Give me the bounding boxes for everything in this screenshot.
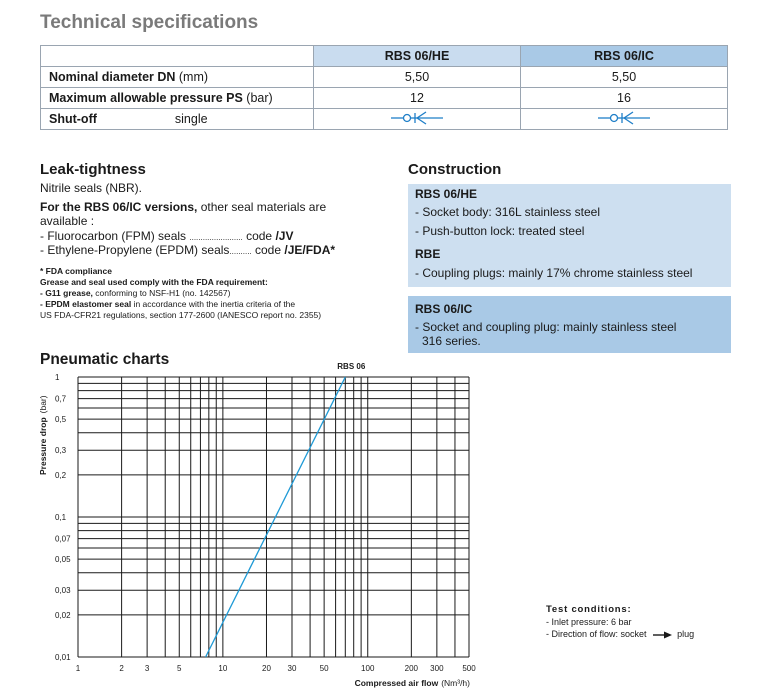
fda-line2-bold: - G11 grease, [40,288,93,298]
y-tick-label: 0,05 [55,555,71,565]
test-line2 [546,628,694,640]
spec-label-unit: (mm) [175,70,209,84]
y-axis-label [38,395,48,475]
x-tick-label: 5 [177,664,182,673]
leak-heading: Leak-tightness [40,161,146,178]
leak-line2-rest: other seal materials are [197,200,327,214]
fda-title: * FDA compliance [40,266,112,276]
box-item: - Socket body: 316L stainless steel [415,205,600,219]
spec-label-unit: (bar) [242,91,273,105]
y-tick-label: 1 [55,373,60,382]
y-tick-label: 0,03 [55,586,71,596]
x-tick-label: 100 [361,664,375,673]
box-item-cont: 316 series. [422,334,481,348]
x-tick-label: 10 [218,664,228,673]
fpm-label: - Fluorocarbon (FPM) seals [40,229,187,243]
test-line1: - Inlet pressure: 6 bar [546,617,632,627]
box-item: - Push-button lock: treated steel [415,224,585,238]
spec-header-blank [41,46,314,67]
fda-line4: US FDA-CFR21 regulations, section 177-2600 (IANESCO report no. 2355) [40,310,322,320]
x-tick-labels [76,664,476,673]
leak-line2-bold: For the RBS 06/IC versions, [40,200,198,214]
construction-heading: Construction [408,161,502,178]
charts-heading: Pneumatic charts [40,351,170,368]
spec-table [40,45,728,130]
page-title: Technical specifications [40,12,259,33]
chart-grid [78,377,469,657]
fda-line2 [40,288,230,299]
y-tick-label: 0,02 [55,610,71,620]
y-tick-label: 0,1 [55,513,67,522]
epdm-dots: .......... [229,247,252,256]
single-shutoff-icon [596,111,652,125]
x-tick-label: 50 [319,664,329,673]
fpm-code-prefix: code [246,229,276,243]
epdm-label: - Ethylene-Propylene (EPDM) seals [40,243,230,257]
test-line2-prefix: - Direction of flow: socket [546,629,647,639]
x-tick-label: 30 [287,664,297,673]
col-header-he: RBS 06/HE [314,46,521,67]
spec-label [41,67,314,88]
leak-line2 [40,200,326,215]
leak-line3: available : [40,214,95,228]
x-tick-label: 1 [75,664,81,673]
x-axis-label-unit: (Nm³/h) [441,678,470,688]
spec-value [521,109,728,130]
x-tick-label: 20 [262,664,271,673]
construction-box-ic [408,296,731,353]
fda-line3 [40,299,295,310]
y-tick-label: 0,01 [55,653,71,662]
leak-epdm [40,243,335,259]
spec-label-bold: Maximum allowable pressure PS [49,91,243,105]
epdm-code: /JE/FDA* [284,243,336,257]
fpm-dots: ........................ [189,233,243,242]
right-arrow-icon [652,631,674,639]
series-label: RBS 06 [337,362,366,371]
single-shutoff-icon [389,111,445,125]
spec-label-value: single [174,112,208,126]
fda-line3-bold: - EPDM elastomer seal [40,299,132,309]
y-axis-label-unit: (bar) [38,395,48,414]
spec-label [41,109,314,130]
box-title: RBS 06/HE [415,187,478,201]
col-header-ic: RBS 06/IC [521,46,728,67]
spec-value: 5,50 [314,67,521,88]
spec-label [41,88,314,109]
y-tick-label: 0,2 [55,470,67,480]
x-tick-label: 500 [462,664,476,673]
spec-value: 5,50 [521,67,728,88]
box-subtitle: RBE [415,247,441,261]
pneumatic-chart [0,355,520,694]
y-axis-label-text: Pressure drop [38,417,48,475]
y-tick-label: 0,3 [55,446,67,456]
y-tick-label: 0,7 [55,394,67,404]
epdm-code-prefix: code [254,243,282,257]
test-conditions [546,604,694,640]
spec-value: 16 [521,88,728,109]
test-line2-suffix: plug [677,629,695,639]
y-tick-label: 0,07 [55,534,71,544]
spec-label-bold: Nominal diameter DN [49,70,176,84]
leak-line1: Nitrile seals (NBR). [40,181,143,195]
spec-row-diameter [41,67,728,88]
box-item: - Coupling plugs: mainly 17% chrome stainless steel [415,266,693,280]
box-title: RBS 06/IC [415,302,473,316]
box-item: - Socket and coupling plug: mainly stainless steel [415,320,677,334]
spec-value [314,109,521,130]
x-tick-label: 200 [404,664,419,673]
spec-header-row [41,46,728,67]
test-title: Test conditions: [546,604,632,615]
fpm-code: /JV [275,229,294,243]
x-axis-label-text: Compressed air flow [354,678,439,688]
chart-series [206,362,366,657]
x-tick-label: 3 [144,664,150,673]
spec-row-shutoff [41,109,728,130]
fda-line1: Grease and seal used comply with the FDA requirement: [40,277,268,287]
x-tick-label: 2 [119,664,124,673]
spec-label-bold: Shut-off [49,112,97,126]
y-tick-label: 0,5 [55,415,67,425]
y-tick-labels [55,373,71,662]
x-tick-label: 300 [430,664,444,673]
x-axis-label [355,678,471,688]
construction-box-he [408,184,731,287]
spec-value: 12 [314,88,521,109]
fda-line2-rest: conforming to NSF-H1 (no. 142567) [92,288,231,298]
spec-row-pressure [41,88,728,109]
fda-line3-rest: in accordance with the inertia criteria of the [131,299,296,309]
